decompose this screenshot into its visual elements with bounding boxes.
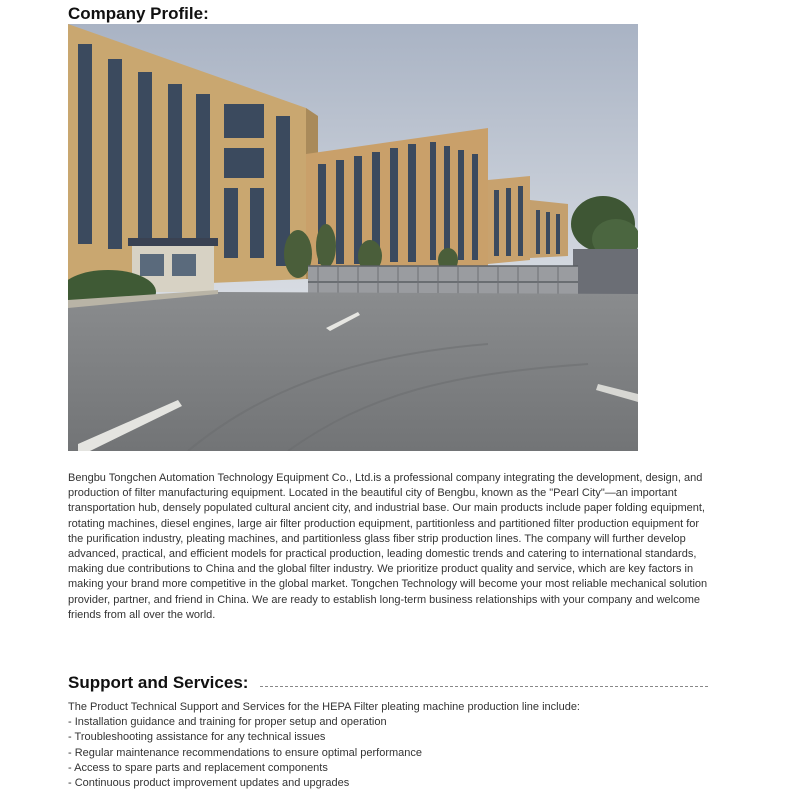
heading-divider (260, 686, 708, 687)
support-services-title: Support and Services: (68, 673, 249, 692)
support-item-spare-parts: - Access to spare parts and replacement components (68, 761, 328, 774)
support-list (68, 715, 708, 791)
company-profile-description: Bengbu Tongchen Automation Technology Equipment Co., Ltd.is a professional company integrating the development, design, and production of filter manufacturing equipment. Located in the beautiful city of Bengbu, known as the "Pearl City"—an important transportation hub, densely populated cultural ancient city, and industrial base. Our main products include paper folding equipment, rotating machines, diesel engines, large air filter production equipment, partitionless and partitioned filter production equipment for the purification industry, pleating machines, and partitionless glass fiber strip production lines. The company will further develop advanced, practical, and efficient models for practical production, leading domestic trends and catering to international standards, making due contributions to China and the global filter industry. We prioritize product quality and service, which are key factors in making your brand more competitive in the global market. Tongchen Technology will become your most reliable mechanical solution provider, partner, and friend in China. We are ready to establish long-term business relationships with your company and welcome friends from all over the world. (68, 472, 708, 621)
support-item-installation: - Installation guidance and training for proper setup and operation (68, 716, 387, 729)
support-item-maintenance: - Regular maintenance recommendations to ensure optimal performance (68, 746, 423, 759)
support-item-upgrades: - Continuous product improvement updates and upgrades (68, 777, 350, 790)
support-item-troubleshooting: - Troubleshooting assistance for any technical issues (68, 731, 326, 744)
support-services-content (68, 700, 708, 791)
factory-photo (68, 24, 638, 451)
support-services-heading (68, 672, 708, 694)
company-profile-title: Company Profile: (68, 4, 209, 23)
support-intro: The Product Technical Support and Services for the HEPA Filter pleating machine production line include: (68, 701, 580, 713)
